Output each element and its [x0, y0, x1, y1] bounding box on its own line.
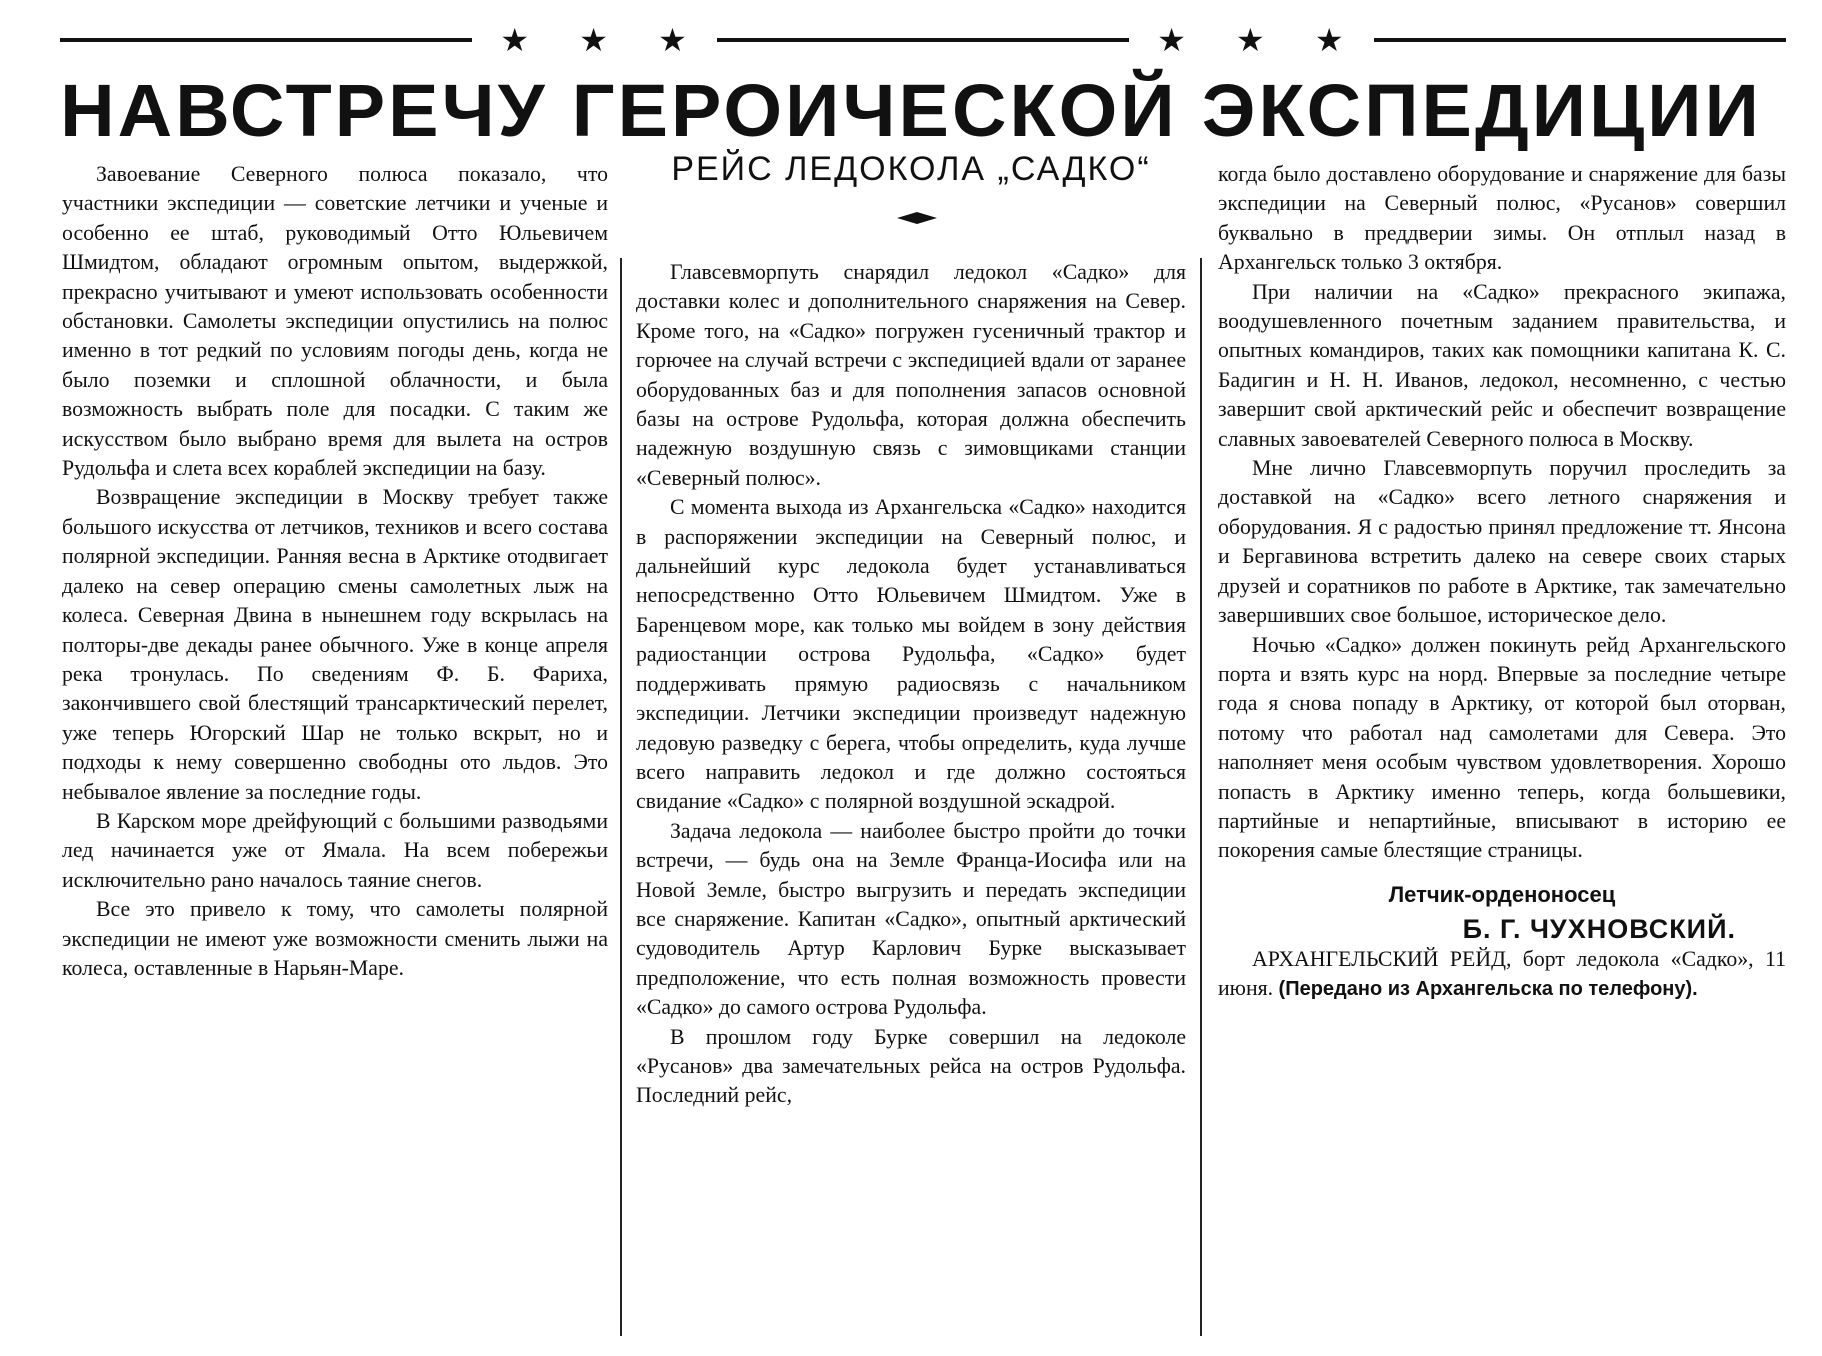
paragraph: С момента выхода из Архангельска «Садко» находится в распоряжении экспедиции на Северный полюс, и дальнейший курс ледокола будет устанавливаться непосредственно Отто Юльевичем Шмидтом. Уже в Баренцевом море, как только мы войдем в зону действия радиостанции острова Рудольфа, «Садко» будет поддерживать прямую радиосвязь с начальником экспедиции. Летчики экспедиции произведут надежную ледовую разведку с берега, чтобы определить, куда лучше всего направить ледокол и где должно состояться свидание «Садко» с полярной воздушной эскадрой. — [636, 495, 1186, 814]
rule-line-middle — [717, 38, 1129, 42]
author-title: Летчик-орденоносец — [1388, 881, 1616, 907]
paragraph: При наличии на «Садко» прекрасного экипажа, воодушевленного почетным заданием правительства, и опытных командиров, таких как помощники капитана К. С. Бадигин и Н. Н. Иванов, ледокол, несомненно, с честью завершит свой арктический рейс и обеспечит возвращение славных завоевателей Северного полюса в Москву. — [1218, 279, 1786, 451]
article-column-1 — [62, 160, 608, 983]
rule-line-left — [60, 38, 472, 42]
stars-left: ★ ★ ★ — [500, 21, 707, 59]
page-title: НАВСТРЕЧУ ГЕРОИЧЕСКОЙ ЭКСПЕДИЦИИ — [60, 69, 1762, 152]
paragraph: Возвращение экспедиции в Москву требует также большого искусства от летчиков, техников и всего состава полярной экспедиции. Ранняя весна в Арктике отодвигает далеко на север операцию смены самолетных лыж на колеса. Северная Двина в нынешнем году вскрылась на полторы-две декады ранее обычного. Уже в конце апреля река тронулась. По сведениям Ф. Б. Фариха, закончившего свой блестящий трансарктический перелет, уже теперь Югорский Шар не только вскрыт, но и подходы к нему совершенно свободны ото льдов. Это небывалое явление за последние годы. — [62, 485, 608, 804]
paragraph: Все это привело к тому, что самолеты полярной экспедиции не имеют уже возможности сменить лыжи на колеса, оставленные в Нарьян-Маре. — [62, 897, 608, 980]
paragraph: Задача ледокола — наиболее быстро пройти до точки встречи, — будь она на Земле Франца-Иосифа или на Новой Земле, быстро выгрузить и передать экспедиции все снаряжение. Капитан «Садко», опытный арктический судоводитель Артур Карлович Бурке высказывает предположение, что есть полная возможность провести «Садко» до самого острова Рудольфа. — [636, 818, 1186, 1020]
top-rule — [60, 18, 1786, 62]
paragraph: Завоевание Северного полюса показало, что участники экспедиции — советские летчики и ученые и особенно ее штаб, руководимый Отто Юльевичем Шмидтом, обладают огромным опытом, выдержкой, прекрасно учитывают и умеют использовать особенности обстановки. Самолеты экспедиции опустились на полюс именно в тот редкий по условиям погоды день, когда не было поземки и сплошной облачности, и была возможность выбрать поле для посадки. С таким же искусством было выбрано время для вылета на остров Рудольфа и слета всех кораблей экспедиции на базу. — [62, 162, 608, 481]
column-divider — [1200, 258, 1202, 1336]
paragraph: Главсевморпуть снарядил ледокол «Садко» для доставки колес и дополнительного снаряжения на Север. Кроме того, на «Садко» погружен гусеничный трактор и горючее на случай встречи с экспедицией вдали от заранее оборудованных баз и для пополнения запасов основной базы на острове Рудольфа, которая должна обеспечить надежную воздушную связь с зимовщиками станции «Северный полюс». — [636, 260, 1186, 490]
rule-line-right — [1374, 38, 1786, 42]
author-name: Б. Г. ЧУХНОВСКИЙ. — [1462, 914, 1736, 945]
paragraph: В прошлом году Бурке совершил на ледоколе «Русанов» два замечательных рейса на остров Рудольфа. Последний рейс, — [636, 1024, 1186, 1108]
article-column-2 — [636, 258, 1186, 1111]
column-divider — [620, 258, 622, 1336]
paragraph: В Карском море дрейфующий с большими разводьями лед начинается уже от Ямала. На всем побережьи исключительно рано началось таяние снегов. — [62, 808, 608, 892]
stars-right: ★ ★ ★ — [1157, 21, 1364, 59]
article-column-3 — [1218, 160, 1786, 1004]
paragraph: когда было доставлено оборудование и снаряжение для базы экспедиции на Северный полюс, «Русанов» совершил буквально в преддверии зимы. Он отплыл назад в Архангельск только 3 октября. — [1218, 162, 1786, 275]
article-subhead: РЕЙС ЛЕДОКОЛА „САДКО“ — [671, 150, 1151, 188]
paragraph: Ночью «Садко» должен покинуть рейд Архангельского порта и взять курс на норд. Впервые за последние четыре года я снова попаду в Арктику, от которой был оторван, потому что работал над самолетами для Севера. Это наполняет меня особым чувством удовлетворения. Хорошо попасть в Арктику именно теперь, когда большевики, партийные и непартийные, вписывают в историю ее покорения самые блестящие страницы. — [1218, 632, 1786, 863]
transmission-note: (Передано из Архангельска по телефону). — [1278, 977, 1698, 1000]
dateline — [1218, 945, 1786, 1005]
ornament-diamond-icon — [897, 210, 937, 226]
dateline-text: АРХАНГЕЛЬСКИЙ РЕЙД, борт ледокола «Садко», 11 июня. — [1218, 946, 1786, 1000]
paragraph: Мне лично Главсевморпуть поручил проследить за доставкой на «Садко» всего летного снаряжения и оборудования. Я с радостью принял предложение тт. Янсона и Бергавинова встретить далеко на севере своих старых друзей и соратников по работе в Арктике, так замечательно завершивших свое большое, историческое дело. — [1218, 456, 1786, 628]
